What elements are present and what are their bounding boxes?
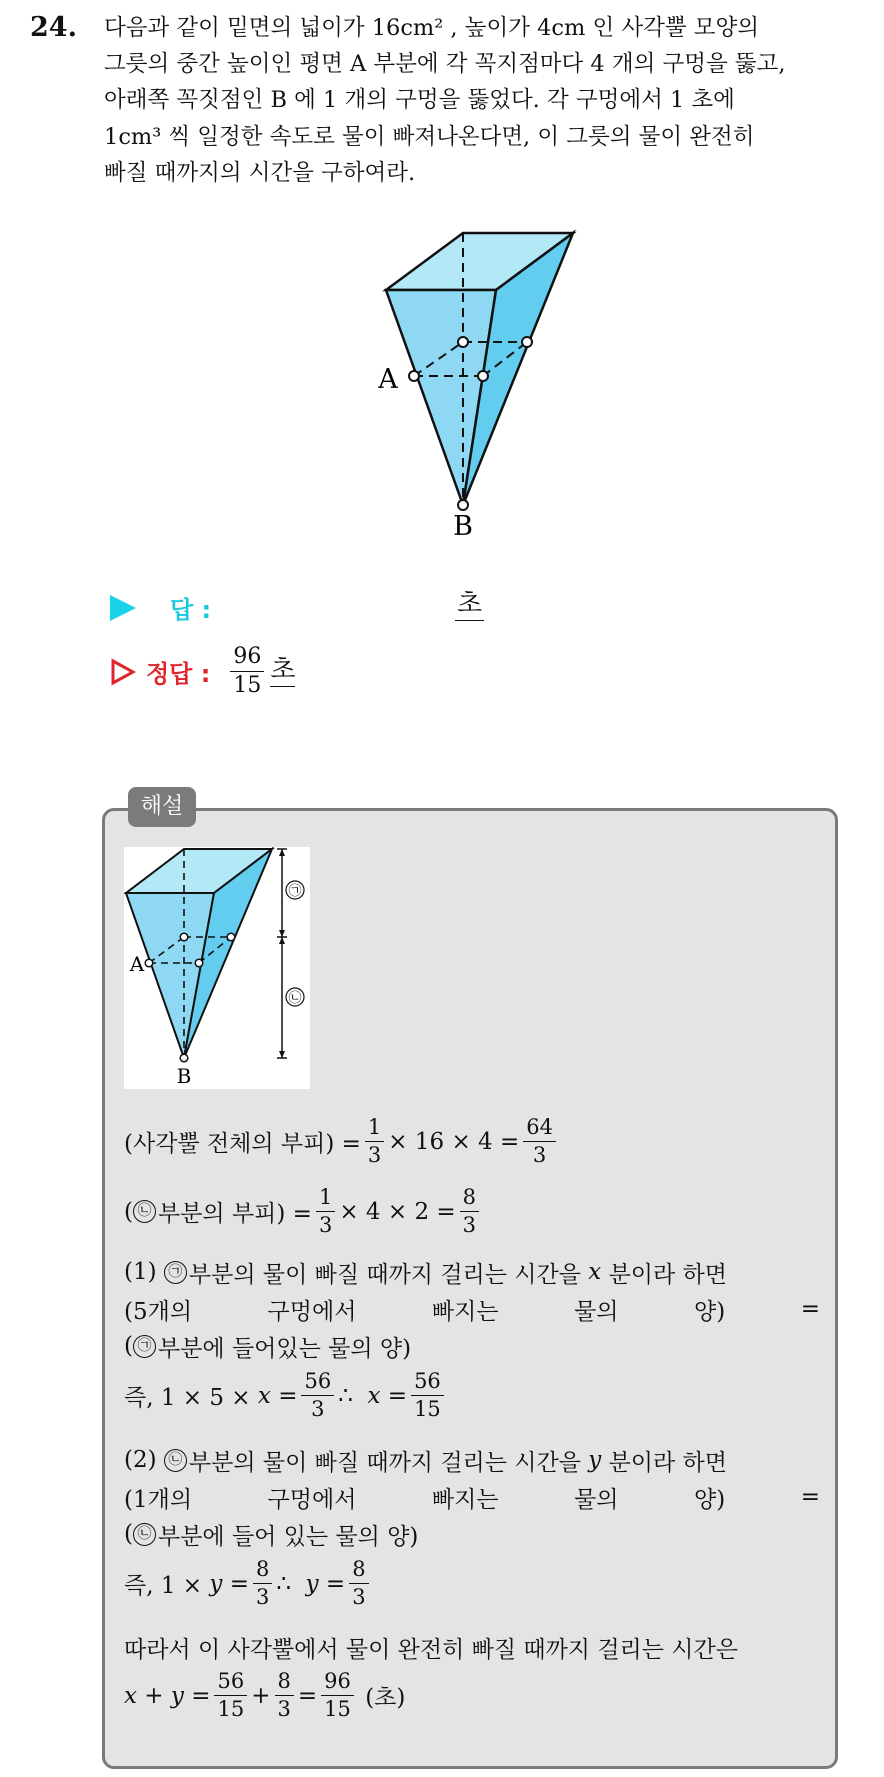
solution-line-4: (5개의 구멍에서 빠지는 물의 양) = — [124, 1296, 820, 1325]
label-b: B — [176, 1064, 192, 1088]
marker-2: ㉡ — [288, 991, 302, 1006]
play-outline-icon — [110, 658, 136, 686]
arrow-icon — [279, 849, 285, 856]
question-line: 1cm³ 씩 일정한 속도로 물이 빠져나온다면, 이 그릇의 물이 완전히 — [104, 123, 755, 150]
correct-answer-unit: 초 — [270, 655, 296, 686]
solution-pyramid-figure — [124, 847, 310, 1089]
arrow-icon — [279, 930, 285, 937]
solution-tag: 해설 — [128, 787, 196, 827]
solution-line-2: ( ㉡ 부분의 부피) = $\frac{1}{3}$ × 4 × 2 = $\frac{8}{3}$ — [124, 1186, 824, 1237]
solution-line-5: ( ㉠ 부분에 들어있는 물의 양) — [124, 1333, 412, 1362]
arrow-icon — [279, 1051, 285, 1058]
play-icon — [110, 595, 136, 621]
solution-line-7: (2) ㉡ 부분의 물이 빠질 때까지 걸리는 시간을 y 분이라 하면 — [124, 1447, 727, 1476]
correct-answer-row — [110, 645, 295, 698]
hole-marker — [195, 959, 203, 967]
solution-line-10: 즉, 1 × y = $\frac{8}{3}$ ∴ y = $\frac{8}{3}$ — [124, 1558, 824, 1609]
correct-answer-fraction: $\frac{96}{15}$ — [230, 645, 264, 698]
solution-line-12: x + y = $\frac{56}{15}$ + $\frac{8}{3}$ = $\frac{96}{15}$ (초) — [124, 1669, 406, 1722]
answer-unit: 초 — [457, 589, 483, 619]
hole-marker — [522, 337, 532, 347]
question-number: 24. — [30, 12, 77, 43]
hole-marker — [458, 500, 468, 510]
question-line: 다음과 같이 밑면의 넓이가 16cm² , 높이가 4cm 인 사각뿔 모양의 — [104, 15, 759, 41]
pyramid-figure — [370, 220, 600, 550]
hole-marker — [180, 933, 188, 941]
hole-marker — [227, 933, 235, 941]
label-b: B — [453, 511, 473, 542]
label-a: A — [129, 952, 145, 976]
hole-marker — [478, 371, 488, 381]
question-text — [104, 10, 864, 191]
solution-line-11: 따라서 이 사각뿔에서 물이 완전히 빠질 때까지 걸리는 시간은 — [124, 1636, 738, 1663]
solution-line-8: (1개의 구멍에서 빠지는 물의 양) = — [124, 1484, 820, 1513]
answer-row — [110, 590, 211, 625]
question-line: 그릇의 중간 높이인 평면 A 부분에 각 꼭지점마다 4 개의 구멍을 뚫고, — [104, 51, 786, 78]
hole-marker — [409, 371, 419, 381]
label-a: A — [378, 364, 398, 395]
question-line: 빠질 때까지의 시간을 구하여라. — [104, 159, 416, 186]
hole-marker — [180, 1054, 188, 1062]
question-line: 아래쪽 꼭짓점인 B 에 1 개의 구멍을 뚫었다. 각 구멍에서 1 초에 — [104, 87, 735, 114]
marker-1: ㉠ — [288, 884, 302, 899]
solution-line-6: 즉, 1 × 5 × x = $\frac{56}{3}$ ∴ x = $\frac{56}{15}$ — [124, 1370, 824, 1421]
solution-line-9: ( ㉡ 부분에 들어 있는 물의 양) — [124, 1521, 419, 1550]
answer-label: 답 : — [170, 596, 212, 624]
solution-line-3: (1) ㉠ 부분의 물이 빠질 때까지 걸리는 시간을 x 분이라 하면 — [124, 1259, 727, 1288]
arrow-icon — [279, 937, 285, 944]
solution-line-1: (사각뿔 전체의 부피) = $\frac{1}{3}$ × 16 × 4 = $\frac{64}{3}$ — [124, 1116, 824, 1167]
correct-answer-label: 정답 : — [146, 660, 211, 689]
hole-marker — [458, 337, 468, 347]
hole-marker — [145, 959, 153, 967]
